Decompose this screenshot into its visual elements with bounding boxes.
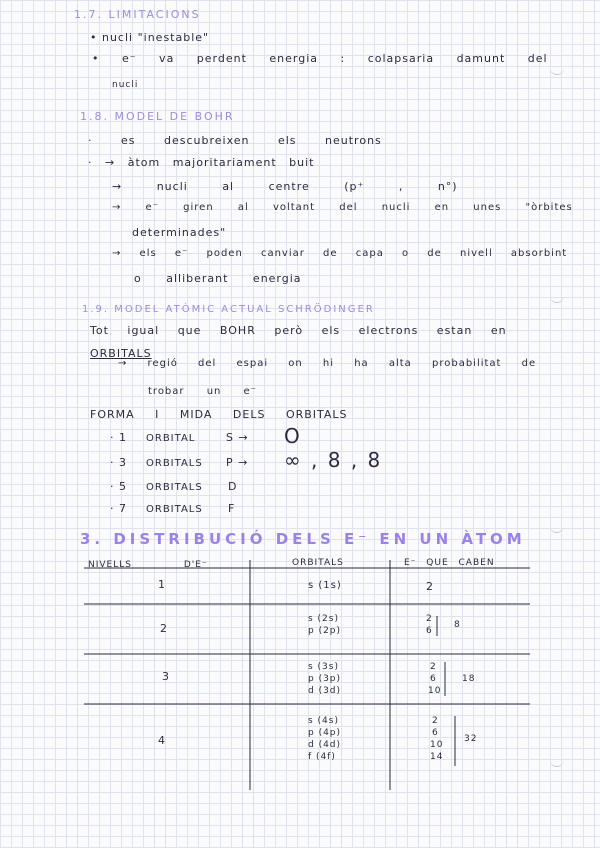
table-orbital: s (1s) — [308, 580, 342, 591]
line-tot-igual: Tot igual que BOHR però els electrons estan en — [90, 324, 507, 337]
table-count: 2 — [426, 580, 434, 593]
word-orbitals: ORBITALS — [90, 347, 152, 360]
orbital-shape-p: ∞ , 8 , 8 — [284, 448, 383, 472]
orbital-row-type: S → — [226, 431, 249, 444]
table-header-nivells: NIVELLS D'E⁻ — [88, 560, 208, 570]
table-orbital: d (3d) — [308, 686, 342, 696]
line-canviar-capa: → els e⁻ poden canviar de capa o de nivell absorbint — [112, 248, 568, 259]
table-total: 18 — [462, 674, 476, 684]
table-orbital: p (4p) — [308, 728, 342, 738]
orbital-row-num: · 7 — [110, 502, 127, 515]
line-trobar: trobar un e⁻ — [148, 386, 257, 397]
table-orbital: f (4f) — [308, 752, 336, 762]
line-neutrons: · es descubreixen els neutrons — [88, 134, 382, 147]
section-heading-limitacions: 1.7. LIMITACIONS — [74, 8, 201, 21]
section-heading-distribucio: 3. DISTRIBUCIÓ DELS E⁻ EN UN ÀTOM — [80, 530, 526, 548]
orbital-row-type: F — [228, 502, 236, 515]
line-atom-buit: · → àtom majoritariament buit — [88, 156, 315, 169]
orbital-row-label: ORBITALS — [146, 504, 203, 515]
section-heading-schrodinger: 1.9. MODEL ATÒMIC ACTUAL SCHRÖDINGER — [82, 304, 375, 315]
table-header-orbitals: ORBITALS — [292, 558, 344, 568]
table-orbital: s (3s) — [308, 662, 339, 672]
orbital-row-label: ORBITAL — [146, 433, 196, 444]
line-alliberant: o alliberant energia — [134, 272, 302, 285]
table-count: 6 — [432, 728, 439, 738]
table-level: 2 — [160, 622, 168, 635]
table-count: 6 — [426, 626, 433, 636]
table-count: 10 — [430, 740, 444, 750]
table-total: 8 — [454, 620, 461, 630]
section-heading-model-bohr: 1.8. MODEL DE BOHR — [80, 110, 235, 123]
table-count: 14 — [430, 752, 444, 762]
orbital-row-label: ORBITALS — [146, 482, 203, 493]
orbital-row-type: D — [228, 480, 238, 493]
table-header-caben: E⁻ QUE CABEN — [404, 558, 495, 568]
line-giren-orbites: → e⁻ giren al voltant del nucli en unes "òrbites — [112, 202, 573, 213]
line-nucli: nucli — [112, 80, 139, 90]
table-level: 1 — [158, 578, 166, 591]
orbital-row-num: · 3 — [110, 456, 127, 469]
table-orbital: p (3p) — [308, 674, 342, 684]
table-level: 3 — [162, 670, 170, 683]
line-regio: → regió del espai on hi ha alta probabilitat de — [118, 358, 537, 369]
orbital-row-type: P → — [226, 456, 249, 469]
orbital-row-num: · 1 — [110, 431, 127, 444]
orbital-shape-s: O — [284, 424, 302, 448]
table-level: 4 — [158, 734, 166, 747]
table-total: 32 — [464, 734, 478, 744]
table-count: 2 — [432, 716, 439, 726]
table-count: 6 — [430, 674, 437, 684]
orbital-row-num: · 5 — [110, 480, 127, 493]
orbital-row-label: ORBITALS — [146, 458, 203, 469]
table-orbital: p (2p) — [308, 626, 342, 636]
line-nucli-centre: → nucli al centre (p⁺ , n°) — [112, 180, 458, 193]
table-orbital: s (2s) — [308, 614, 339, 624]
table-count: 2 — [426, 614, 433, 624]
table-count: 2 — [430, 662, 437, 672]
table-count: 10 — [428, 686, 442, 696]
line-determinades: determinades" — [132, 226, 227, 239]
line-perdent-energia: • e⁻ va perdent energia : colapsaria damunt del — [92, 52, 548, 65]
forma-mida-heading: FORMA I MIDA DELS ORBITALS — [90, 408, 348, 421]
table-orbital: s (4s) — [308, 716, 339, 726]
line-nucli-inestable: • nucli "inestable" — [90, 31, 210, 44]
table-orbital: d (4d) — [308, 740, 342, 750]
